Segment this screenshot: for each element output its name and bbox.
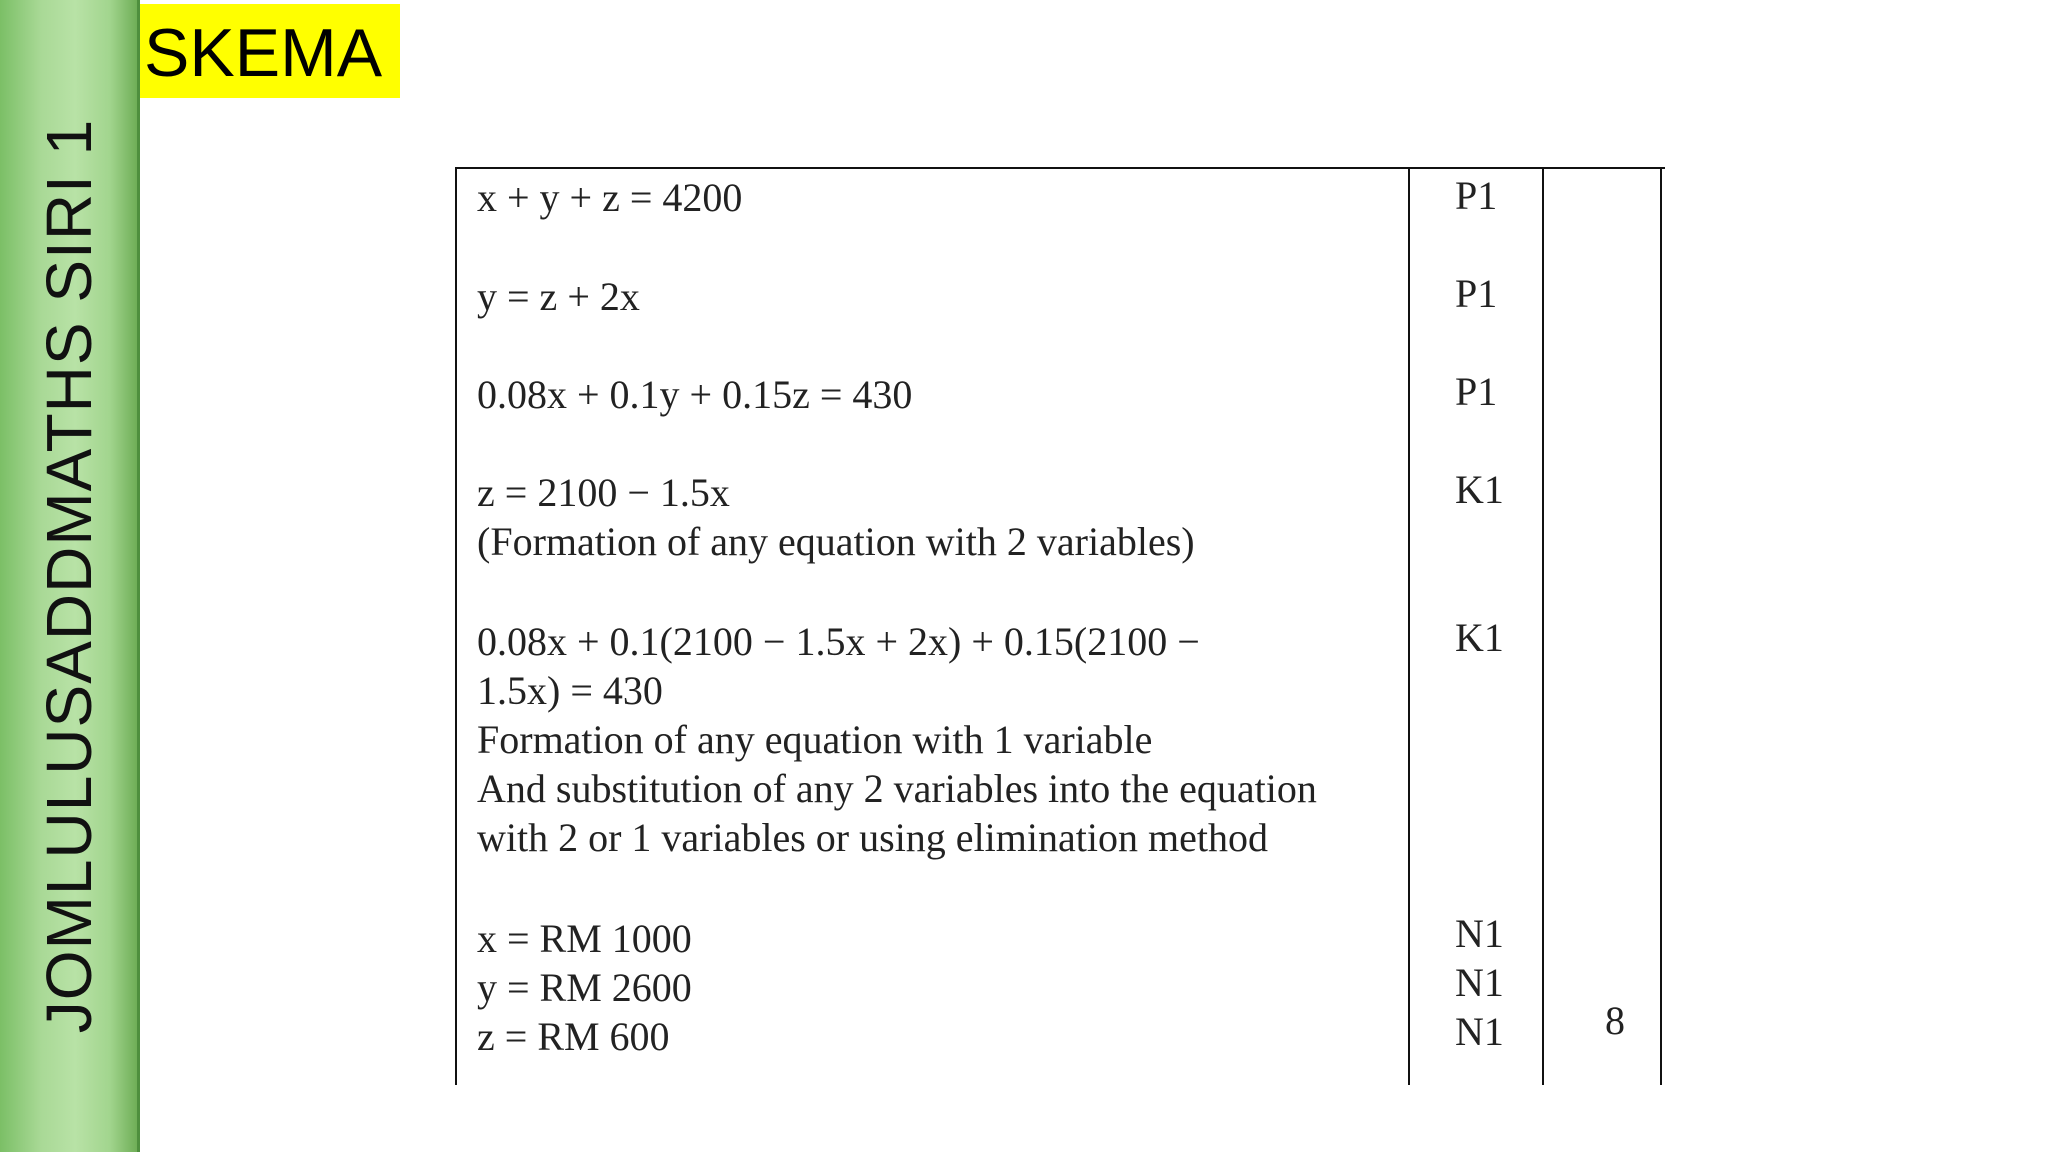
working-row-2 bbox=[477, 272, 640, 321]
sidebar-label: JOMLULUSADDMATHS SIRI 1 bbox=[32, 118, 105, 1034]
mark-row-5: K1 bbox=[1455, 615, 1504, 660]
top-border bbox=[455, 167, 1665, 169]
mark-line: N1 bbox=[1455, 911, 1504, 956]
mark-row-4: K1 bbox=[1455, 467, 1504, 512]
mark-row-1: P1 bbox=[1455, 173, 1498, 218]
working-line: 0.08x + 0.1(2100 − 1.5x + 2x) + 0.15(2100 − bbox=[477, 619, 1200, 664]
total-marks: 8 bbox=[1605, 998, 1625, 1043]
working-line: z = RM 600 bbox=[477, 1014, 670, 1059]
mark-row-3: P1 bbox=[1455, 369, 1498, 414]
working-line: y = z + 2x bbox=[477, 274, 640, 319]
working-row-1 bbox=[477, 173, 742, 222]
right-border bbox=[1660, 167, 1662, 1085]
working-line: 0.08x + 0.1y + 0.15z = 430 bbox=[477, 372, 913, 417]
working-line: x + y + z = 4200 bbox=[477, 175, 743, 220]
mark-line: N1 bbox=[1455, 1009, 1504, 1054]
working-line: Formation of any equation with 1 variable bbox=[477, 717, 1153, 762]
total-column-divider bbox=[1542, 167, 1544, 1085]
working-row-6 bbox=[477, 914, 692, 1061]
mark-row-6 bbox=[1455, 909, 1525, 1056]
mark-line: N1 bbox=[1455, 960, 1504, 1005]
working-line: (Formation of any equation with 2 variables) bbox=[477, 519, 1195, 564]
working-row-3 bbox=[477, 370, 912, 419]
working-line: And substitution of any 2 variables into the equation bbox=[477, 766, 1317, 811]
working-line: with 2 or 1 variables or using elimination method bbox=[477, 815, 1268, 860]
working-line: y = RM 2600 bbox=[477, 965, 692, 1010]
working-row-4 bbox=[477, 468, 1195, 566]
left-border bbox=[455, 167, 457, 1085]
mark-column-divider bbox=[1408, 167, 1410, 1085]
page-title: SKEMA bbox=[140, 4, 400, 98]
working-row-5 bbox=[477, 617, 1317, 862]
marking-scheme-table bbox=[455, 167, 1665, 1085]
mark-row-2: P1 bbox=[1455, 271, 1498, 316]
sidebar-banner bbox=[0, 0, 140, 1152]
working-line: x = RM 1000 bbox=[477, 916, 692, 961]
working-line: 1.5x) = 430 bbox=[477, 668, 663, 713]
working-line: z = 2100 − 1.5x bbox=[477, 470, 730, 515]
